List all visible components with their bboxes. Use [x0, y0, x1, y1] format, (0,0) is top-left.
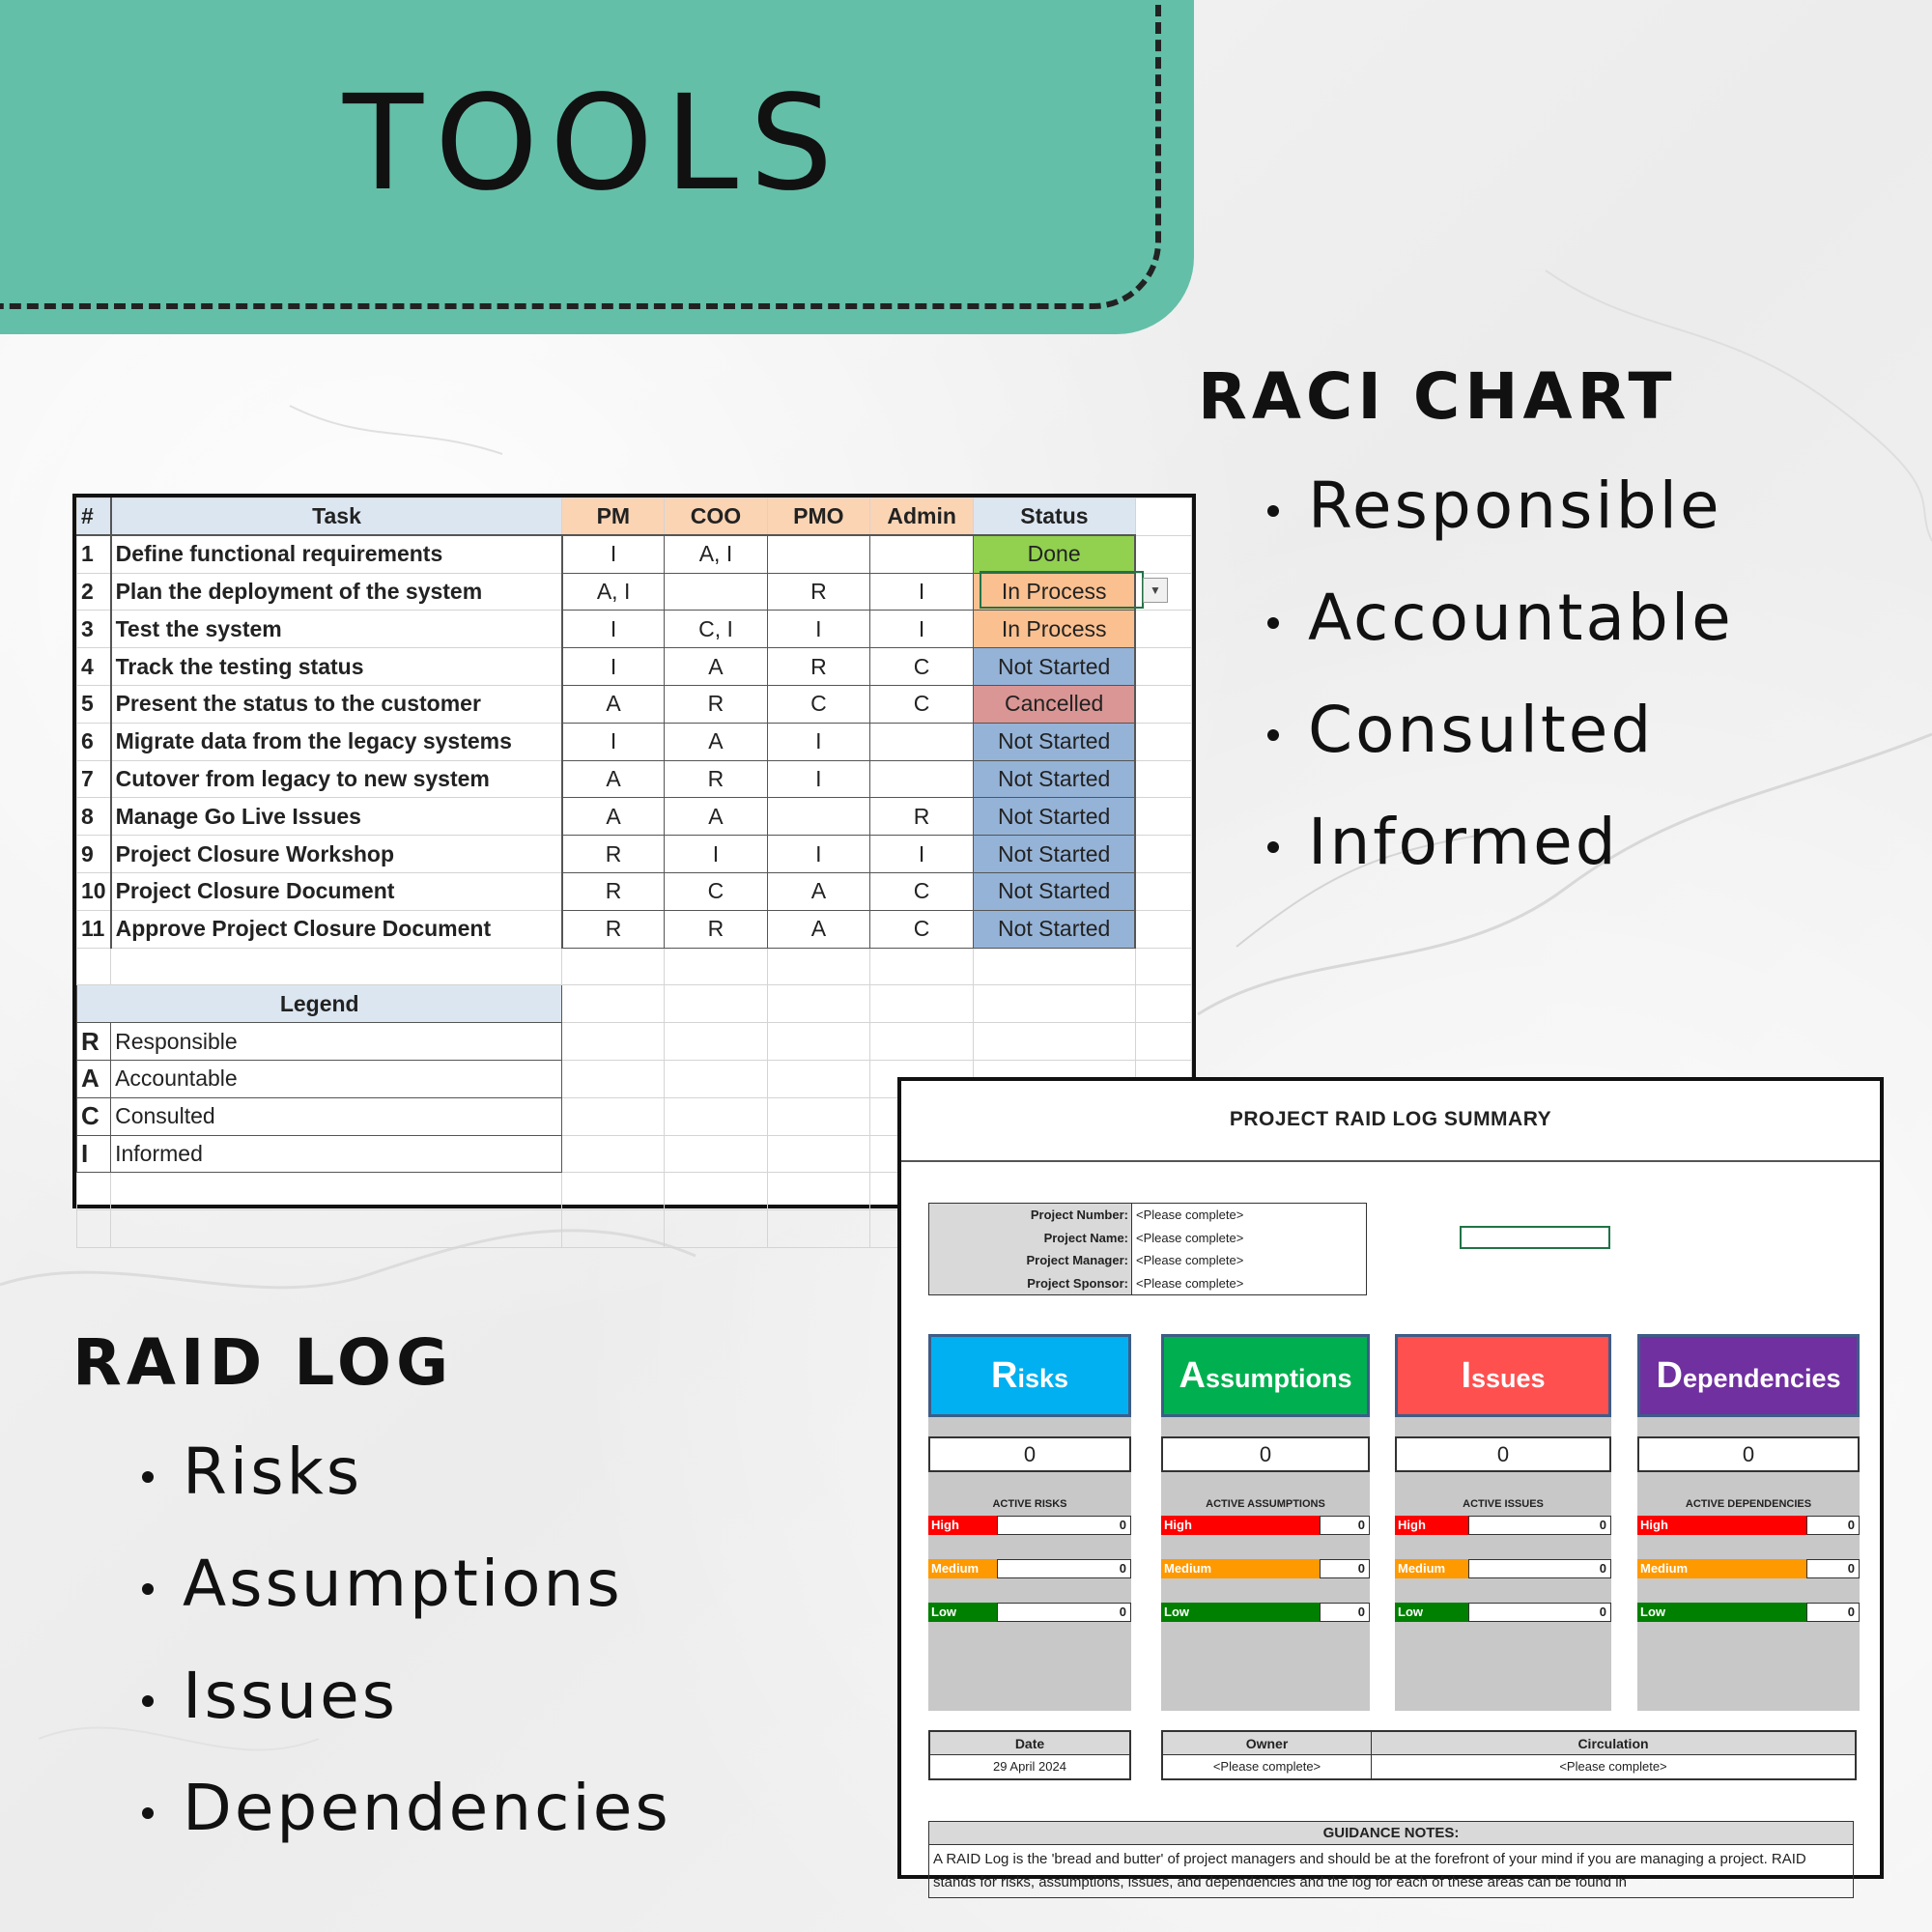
raci-bullet: Responsible: [1265, 458, 1734, 570]
empty-cell[interactable]: [1135, 1023, 1191, 1061]
pm-cell[interactable]: I: [562, 648, 665, 686]
low-count[interactable]: 0: [997, 1603, 1131, 1622]
empty-cell[interactable]: [665, 1060, 767, 1097]
empty-cell[interactable]: [974, 985, 1136, 1023]
project-sponsor-field[interactable]: <Please complete>: [1136, 1275, 1244, 1291]
raci-task-row: [77, 535, 1192, 573]
medium-count[interactable]: 0: [1806, 1559, 1860, 1578]
empty-cell[interactable]: [1135, 760, 1191, 798]
raid-log-sheet: [897, 1077, 1884, 1890]
date-value[interactable]: 29 April 2024: [993, 1759, 1066, 1774]
pmo-cell[interactable]: R: [767, 648, 869, 686]
legend-title[interactable]: Legend: [77, 985, 562, 1023]
empty-cell[interactable]: [77, 948, 111, 985]
category-card[interactable]: [928, 1334, 1131, 1417]
row-number[interactable]: 3: [77, 611, 111, 648]
coo-cell[interactable]: C: [665, 872, 767, 910]
admin-cell[interactable]: I: [870, 573, 974, 611]
category-initial: I: [1461, 1355, 1471, 1396]
raci-task-row: [77, 798, 1192, 836]
empty-cell[interactable]: [562, 948, 665, 985]
empty-cell[interactable]: [1135, 723, 1191, 760]
high-tag: High: [928, 1516, 997, 1535]
high-count[interactable]: 0: [1468, 1516, 1611, 1535]
category-total-count[interactable]: 0: [1395, 1436, 1611, 1472]
guidance-title: GUIDANCE NOTES:: [929, 1822, 1853, 1845]
category-initial: D: [1656, 1355, 1683, 1396]
admin-cell[interactable]: [870, 760, 974, 798]
medium-tag: Medium: [1161, 1559, 1320, 1578]
high-row: [1637, 1516, 1860, 1535]
raci-bullet-list: [1265, 458, 1734, 906]
pm-cell[interactable]: A: [562, 798, 665, 836]
project-name-label: Project Name:: [929, 1227, 1132, 1250]
legend-label[interactable]: Responsible: [111, 1023, 562, 1061]
admin-cell[interactable]: [870, 723, 974, 760]
status-cell[interactable]: Not Started: [974, 723, 1136, 760]
coo-cell[interactable]: R: [665, 760, 767, 798]
pmo-cell[interactable]: A: [767, 872, 869, 910]
risks-column: [928, 1334, 1131, 1711]
issues-column: [1395, 1334, 1611, 1711]
empty-cell[interactable]: [767, 1210, 869, 1248]
raid-bullet-list: [140, 1424, 671, 1872]
empty-cell[interactable]: [767, 1173, 869, 1210]
raci-header-row: [77, 498, 1192, 536]
project-sponsor-row: [929, 1272, 1366, 1295]
pmo-cell[interactable]: I: [767, 611, 869, 648]
status-cell[interactable]: Not Started: [974, 648, 1136, 686]
status-cell[interactable]: Done: [974, 535, 1136, 573]
task-cell[interactable]: Project Closure Workshop: [111, 836, 562, 873]
low-tag: Low: [1637, 1603, 1806, 1622]
task-cell[interactable]: Track the testing status: [111, 648, 562, 686]
category-initial: A: [1179, 1355, 1206, 1396]
coo-cell[interactable]: A: [665, 723, 767, 760]
row-number[interactable]: 6: [77, 723, 111, 760]
empty-cell[interactable]: [562, 1210, 665, 1248]
pmo-cell[interactable]: I: [767, 836, 869, 873]
circulation-cell: [1372, 1732, 1855, 1778]
owner-cell: [1163, 1732, 1372, 1778]
project-number-label: Project Number:: [929, 1204, 1132, 1227]
empty-cell[interactable]: [767, 1060, 869, 1097]
owner-label: Owner: [1163, 1732, 1371, 1755]
project-name-field[interactable]: <Please complete>: [1136, 1230, 1244, 1245]
task-cell[interactable]: Migrate data from the legacy systems: [111, 723, 562, 760]
row-number[interactable]: 11: [77, 910, 111, 948]
raci-task-row: [77, 611, 1192, 648]
task-cell[interactable]: Test the system: [111, 611, 562, 648]
low-tag: Low: [1395, 1603, 1468, 1622]
low-tag: Low: [1161, 1603, 1320, 1622]
selected-cell-outline[interactable]: [1460, 1226, 1610, 1249]
task-cell[interactable]: Cutover from legacy to new system: [111, 760, 562, 798]
pmo-cell[interactable]: A: [767, 910, 869, 948]
project-manager-field[interactable]: <Please complete>: [1136, 1253, 1244, 1267]
high-row: [1161, 1516, 1370, 1535]
empty-cell[interactable]: [1135, 948, 1191, 985]
empty-cell[interactable]: [665, 1023, 767, 1061]
coo-cell[interactable]: A: [665, 648, 767, 686]
header-status[interactable]: Status: [974, 498, 1136, 536]
empty-cell[interactable]: [665, 1210, 767, 1248]
medium-tag: Medium: [928, 1559, 997, 1578]
task-cell[interactable]: Define functional requirements: [111, 535, 562, 573]
category-total-count[interactable]: 0: [1161, 1436, 1370, 1472]
project-sponsor-label: Project Sponsor:: [929, 1272, 1132, 1295]
raid-bullet: Risks: [140, 1424, 671, 1536]
row-number[interactable]: 7: [77, 760, 111, 798]
coo-cell[interactable]: A, I: [665, 535, 767, 573]
task-cell[interactable]: Manage Go Live Issues: [111, 798, 562, 836]
title-divider: [901, 1160, 1880, 1162]
coo-cell[interactable]: R: [665, 910, 767, 948]
guidance-notes: [928, 1821, 1854, 1898]
raci-task-row: [77, 648, 1192, 686]
high-count[interactable]: 0: [997, 1516, 1131, 1535]
empty-cell[interactable]: [77, 1173, 111, 1210]
pm-cell[interactable]: I: [562, 611, 665, 648]
active-label: ACTIVE ASSUMPTIONS: [1206, 1498, 1325, 1510]
header-pm[interactable]: PM: [562, 498, 665, 536]
low-count[interactable]: 0: [1468, 1603, 1611, 1622]
pm-cell[interactable]: A, I: [562, 573, 665, 611]
pmo-cell[interactable]: I: [767, 760, 869, 798]
raci-task-row: [77, 723, 1192, 760]
raci-bullet: Consulted: [1265, 682, 1734, 794]
category-card[interactable]: [1161, 1334, 1370, 1417]
owner-value[interactable]: <Please complete>: [1212, 1759, 1321, 1774]
low-count[interactable]: 0: [1320, 1603, 1370, 1622]
empty-cell[interactable]: [665, 1135, 767, 1173]
coo-cell[interactable]: [665, 573, 767, 611]
legend-letter[interactable]: I: [77, 1135, 111, 1173]
medium-row: [1161, 1559, 1370, 1578]
pm-cell[interactable]: R: [562, 836, 665, 873]
raci-task-row: [77, 910, 1192, 948]
coo-cell[interactable]: R: [665, 685, 767, 723]
task-cell[interactable]: Plan the deployment of the system: [111, 573, 562, 611]
legend-label[interactable]: Consulted: [111, 1097, 562, 1135]
category-summary-panel: [1395, 1417, 1611, 1711]
empty-cell[interactable]: [77, 1210, 111, 1248]
empty-cell[interactable]: [767, 1097, 869, 1135]
category-initial: R: [990, 1355, 1018, 1396]
empty-cell[interactable]: [111, 1173, 562, 1210]
empty-cell[interactable]: [562, 1023, 665, 1061]
raci-bullet: Informed: [1265, 794, 1734, 906]
row-number[interactable]: 2: [77, 573, 111, 611]
empty-cell[interactable]: [562, 1173, 665, 1210]
project-name-row: [929, 1227, 1366, 1250]
medium-row: [1395, 1559, 1611, 1578]
admin-cell[interactable]: C: [870, 910, 974, 948]
legend-label[interactable]: Informed: [111, 1135, 562, 1173]
empty-cell[interactable]: [1135, 611, 1191, 648]
project-manager-label: Project Manager:: [929, 1249, 1132, 1272]
empty-cell[interactable]: [1135, 498, 1191, 536]
empty-cell[interactable]: [1135, 648, 1191, 686]
raci-task-row: [77, 760, 1192, 798]
circulation-label: Circulation: [1372, 1732, 1855, 1755]
header-coo[interactable]: COO: [665, 498, 767, 536]
empty-cell[interactable]: [870, 985, 974, 1023]
admin-cell[interactable]: I: [870, 611, 974, 648]
task-cell[interactable]: Project Closure Document: [111, 872, 562, 910]
admin-cell[interactable]: C: [870, 648, 974, 686]
high-tag: High: [1637, 1516, 1806, 1535]
empty-cell[interactable]: [767, 948, 869, 985]
dependencies-column: [1637, 1334, 1860, 1711]
raci-task-row: [77, 836, 1192, 873]
high-count[interactable]: 0: [1806, 1516, 1860, 1535]
project-number-field[interactable]: <Please complete>: [1136, 1208, 1244, 1222]
task-cell[interactable]: Approve Project Closure Document: [111, 910, 562, 948]
raid-bullet: Assumptions: [140, 1536, 671, 1648]
empty-cell[interactable]: [1135, 535, 1191, 573]
header-banner: [0, 0, 1194, 334]
empty-cell[interactable]: [562, 1060, 665, 1097]
category-name-rest: ssumptions: [1205, 1364, 1352, 1393]
coo-cell[interactable]: C, I: [665, 611, 767, 648]
active-label: ACTIVE RISKS: [992, 1498, 1067, 1510]
status-cell[interactable]: Cancelled: [974, 685, 1136, 723]
admin-cell[interactable]: C: [870, 685, 974, 723]
assumptions-column: [1161, 1334, 1370, 1711]
raci-task-row: [77, 685, 1192, 723]
category-summary-panel: [928, 1417, 1131, 1711]
empty-cell[interactable]: [870, 948, 974, 985]
high-tag: High: [1395, 1516, 1468, 1535]
active-label: ACTIVE ISSUES: [1463, 1498, 1544, 1510]
category-name-rest: ssues: [1471, 1364, 1546, 1393]
status-cell[interactable]: Not Started: [974, 836, 1136, 873]
empty-cell[interactable]: [111, 948, 562, 985]
pm-cell[interactable]: A: [562, 760, 665, 798]
empty-cell[interactable]: [767, 1135, 869, 1173]
status-cell[interactable]: Not Started: [974, 872, 1136, 910]
category-card[interactable]: [1395, 1334, 1611, 1417]
empty-cell[interactable]: [767, 1023, 869, 1061]
high-count[interactable]: 0: [1320, 1516, 1370, 1535]
empty-cell[interactable]: [1135, 985, 1191, 1023]
pmo-cell[interactable]: I: [767, 723, 869, 760]
medium-count[interactable]: 0: [1468, 1559, 1611, 1578]
low-row: [1395, 1603, 1611, 1622]
header-pmo[interactable]: PMO: [767, 498, 869, 536]
category-name-rest: isks: [1017, 1364, 1068, 1393]
category-total-count[interactable]: 0: [928, 1436, 1131, 1472]
legend-label[interactable]: Accountable: [111, 1060, 562, 1097]
low-row: [1161, 1603, 1370, 1622]
empty-cell[interactable]: [1135, 872, 1191, 910]
low-row: [928, 1603, 1131, 1622]
guidance-text: A RAID Log is the 'bread and butter' of project managers and should be at the forefront of your mind if you are managing a project. RAID stands for risks, assumptions, issues, and dependencies and the log for each of these areas can be found in: [933, 1851, 1806, 1890]
empty-cell[interactable]: [974, 948, 1136, 985]
row-number[interactable]: 4: [77, 648, 111, 686]
high-tag: High: [1161, 1516, 1320, 1535]
project-info-box: [928, 1203, 1367, 1295]
pmo-cell[interactable]: R: [767, 573, 869, 611]
empty-cell[interactable]: [665, 948, 767, 985]
pmo-cell[interactable]: C: [767, 685, 869, 723]
empty-cell[interactable]: [1135, 910, 1191, 948]
empty-cell[interactable]: [665, 1097, 767, 1135]
legend-header-row: [77, 985, 1192, 1023]
circulation-value[interactable]: <Please complete>: [1559, 1759, 1667, 1774]
medium-row: [1637, 1559, 1860, 1578]
empty-cell[interactable]: [665, 1173, 767, 1210]
project-manager-row: [929, 1249, 1366, 1272]
status-cell[interactable]: In Process: [974, 611, 1136, 648]
category-summary-panel: [1161, 1417, 1370, 1711]
admin-cell[interactable]: R: [870, 798, 974, 836]
empty-cell[interactable]: [111, 1210, 562, 1248]
legend-letter[interactable]: A: [77, 1060, 111, 1097]
coo-cell[interactable]: A: [665, 798, 767, 836]
pmo-cell[interactable]: [767, 798, 869, 836]
row-number[interactable]: 1: [77, 535, 111, 573]
legend-letter[interactable]: R: [77, 1023, 111, 1061]
status-dropdown-button[interactable]: ▼: [1143, 578, 1168, 603]
status-cell[interactable]: In Process: [974, 573, 1136, 611]
blank-row: [77, 948, 1192, 985]
row-number[interactable]: 9: [77, 836, 111, 873]
empty-cell[interactable]: [1135, 836, 1191, 873]
active-label: ACTIVE DEPENDENCIES: [1685, 1498, 1812, 1510]
low-count[interactable]: 0: [1806, 1603, 1860, 1622]
row-number[interactable]: 10: [77, 872, 111, 910]
pm-cell[interactable]: R: [562, 872, 665, 910]
category-summary-panel: [1637, 1417, 1860, 1711]
legend-row: [77, 1023, 1192, 1061]
header-task[interactable]: Task: [111, 498, 562, 536]
medium-count[interactable]: 0: [1320, 1559, 1370, 1578]
raci-task-row: [77, 872, 1192, 910]
pm-cell[interactable]: R: [562, 910, 665, 948]
raid-bullet: Issues: [140, 1648, 671, 1760]
empty-cell[interactable]: [1135, 798, 1191, 836]
raid-summary-title: PROJECT RAID LOG SUMMARY: [1229, 1108, 1552, 1130]
selected-cell-outline: [980, 571, 1144, 609]
medium-tag: Medium: [1395, 1559, 1468, 1578]
status-cell[interactable]: Not Started: [974, 798, 1136, 836]
empty-cell[interactable]: [767, 985, 869, 1023]
empty-cell[interactable]: [974, 1023, 1136, 1061]
raci-heading: RACI CHART: [1198, 359, 1677, 434]
high-row: [1395, 1516, 1611, 1535]
raid-heading: RAID LOG: [72, 1325, 454, 1400]
medium-tag: Medium: [1637, 1559, 1806, 1578]
status-cell[interactable]: Not Started: [974, 760, 1136, 798]
category-card[interactable]: [1637, 1334, 1860, 1417]
task-cell[interactable]: Present the status to the customer: [111, 685, 562, 723]
date-label: Date: [930, 1732, 1129, 1755]
admin-cell[interactable]: [870, 535, 974, 573]
pmo-cell[interactable]: [767, 535, 869, 573]
category-total-count[interactable]: 0: [1637, 1436, 1860, 1472]
empty-cell[interactable]: [562, 1097, 665, 1135]
coo-cell[interactable]: I: [665, 836, 767, 873]
date-box: [928, 1730, 1131, 1780]
empty-cell[interactable]: [1135, 685, 1191, 723]
medium-count[interactable]: 0: [997, 1559, 1131, 1578]
status-cell[interactable]: Not Started: [974, 910, 1136, 948]
admin-cell[interactable]: I: [870, 836, 974, 873]
low-row: [1637, 1603, 1860, 1622]
pm-cell[interactable]: A: [562, 685, 665, 723]
row-number[interactable]: 5: [77, 685, 111, 723]
page-title: TOOLS: [343, 68, 845, 220]
admin-cell[interactable]: C: [870, 872, 974, 910]
empty-cell[interactable]: [562, 1135, 665, 1173]
raci-bullet: Accountable: [1265, 570, 1734, 682]
high-row: [928, 1516, 1131, 1535]
category-name-rest: ependencies: [1682, 1364, 1841, 1393]
empty-cell[interactable]: [665, 985, 767, 1023]
empty-cell[interactable]: [562, 985, 665, 1023]
row-number[interactable]: 8: [77, 798, 111, 836]
pm-cell[interactable]: I: [562, 723, 665, 760]
legend-letter[interactable]: C: [77, 1097, 111, 1135]
low-tag: Low: [928, 1603, 997, 1622]
project-number-row: [929, 1204, 1366, 1227]
owner-circulation-box: [1161, 1730, 1857, 1780]
medium-row: [928, 1559, 1131, 1578]
header-num[interactable]: #: [77, 498, 111, 536]
pm-cell[interactable]: I: [562, 535, 665, 573]
raid-bullet: Dependencies: [140, 1760, 671, 1872]
header-admin[interactable]: Admin: [870, 498, 974, 536]
empty-cell[interactable]: [870, 1023, 974, 1061]
